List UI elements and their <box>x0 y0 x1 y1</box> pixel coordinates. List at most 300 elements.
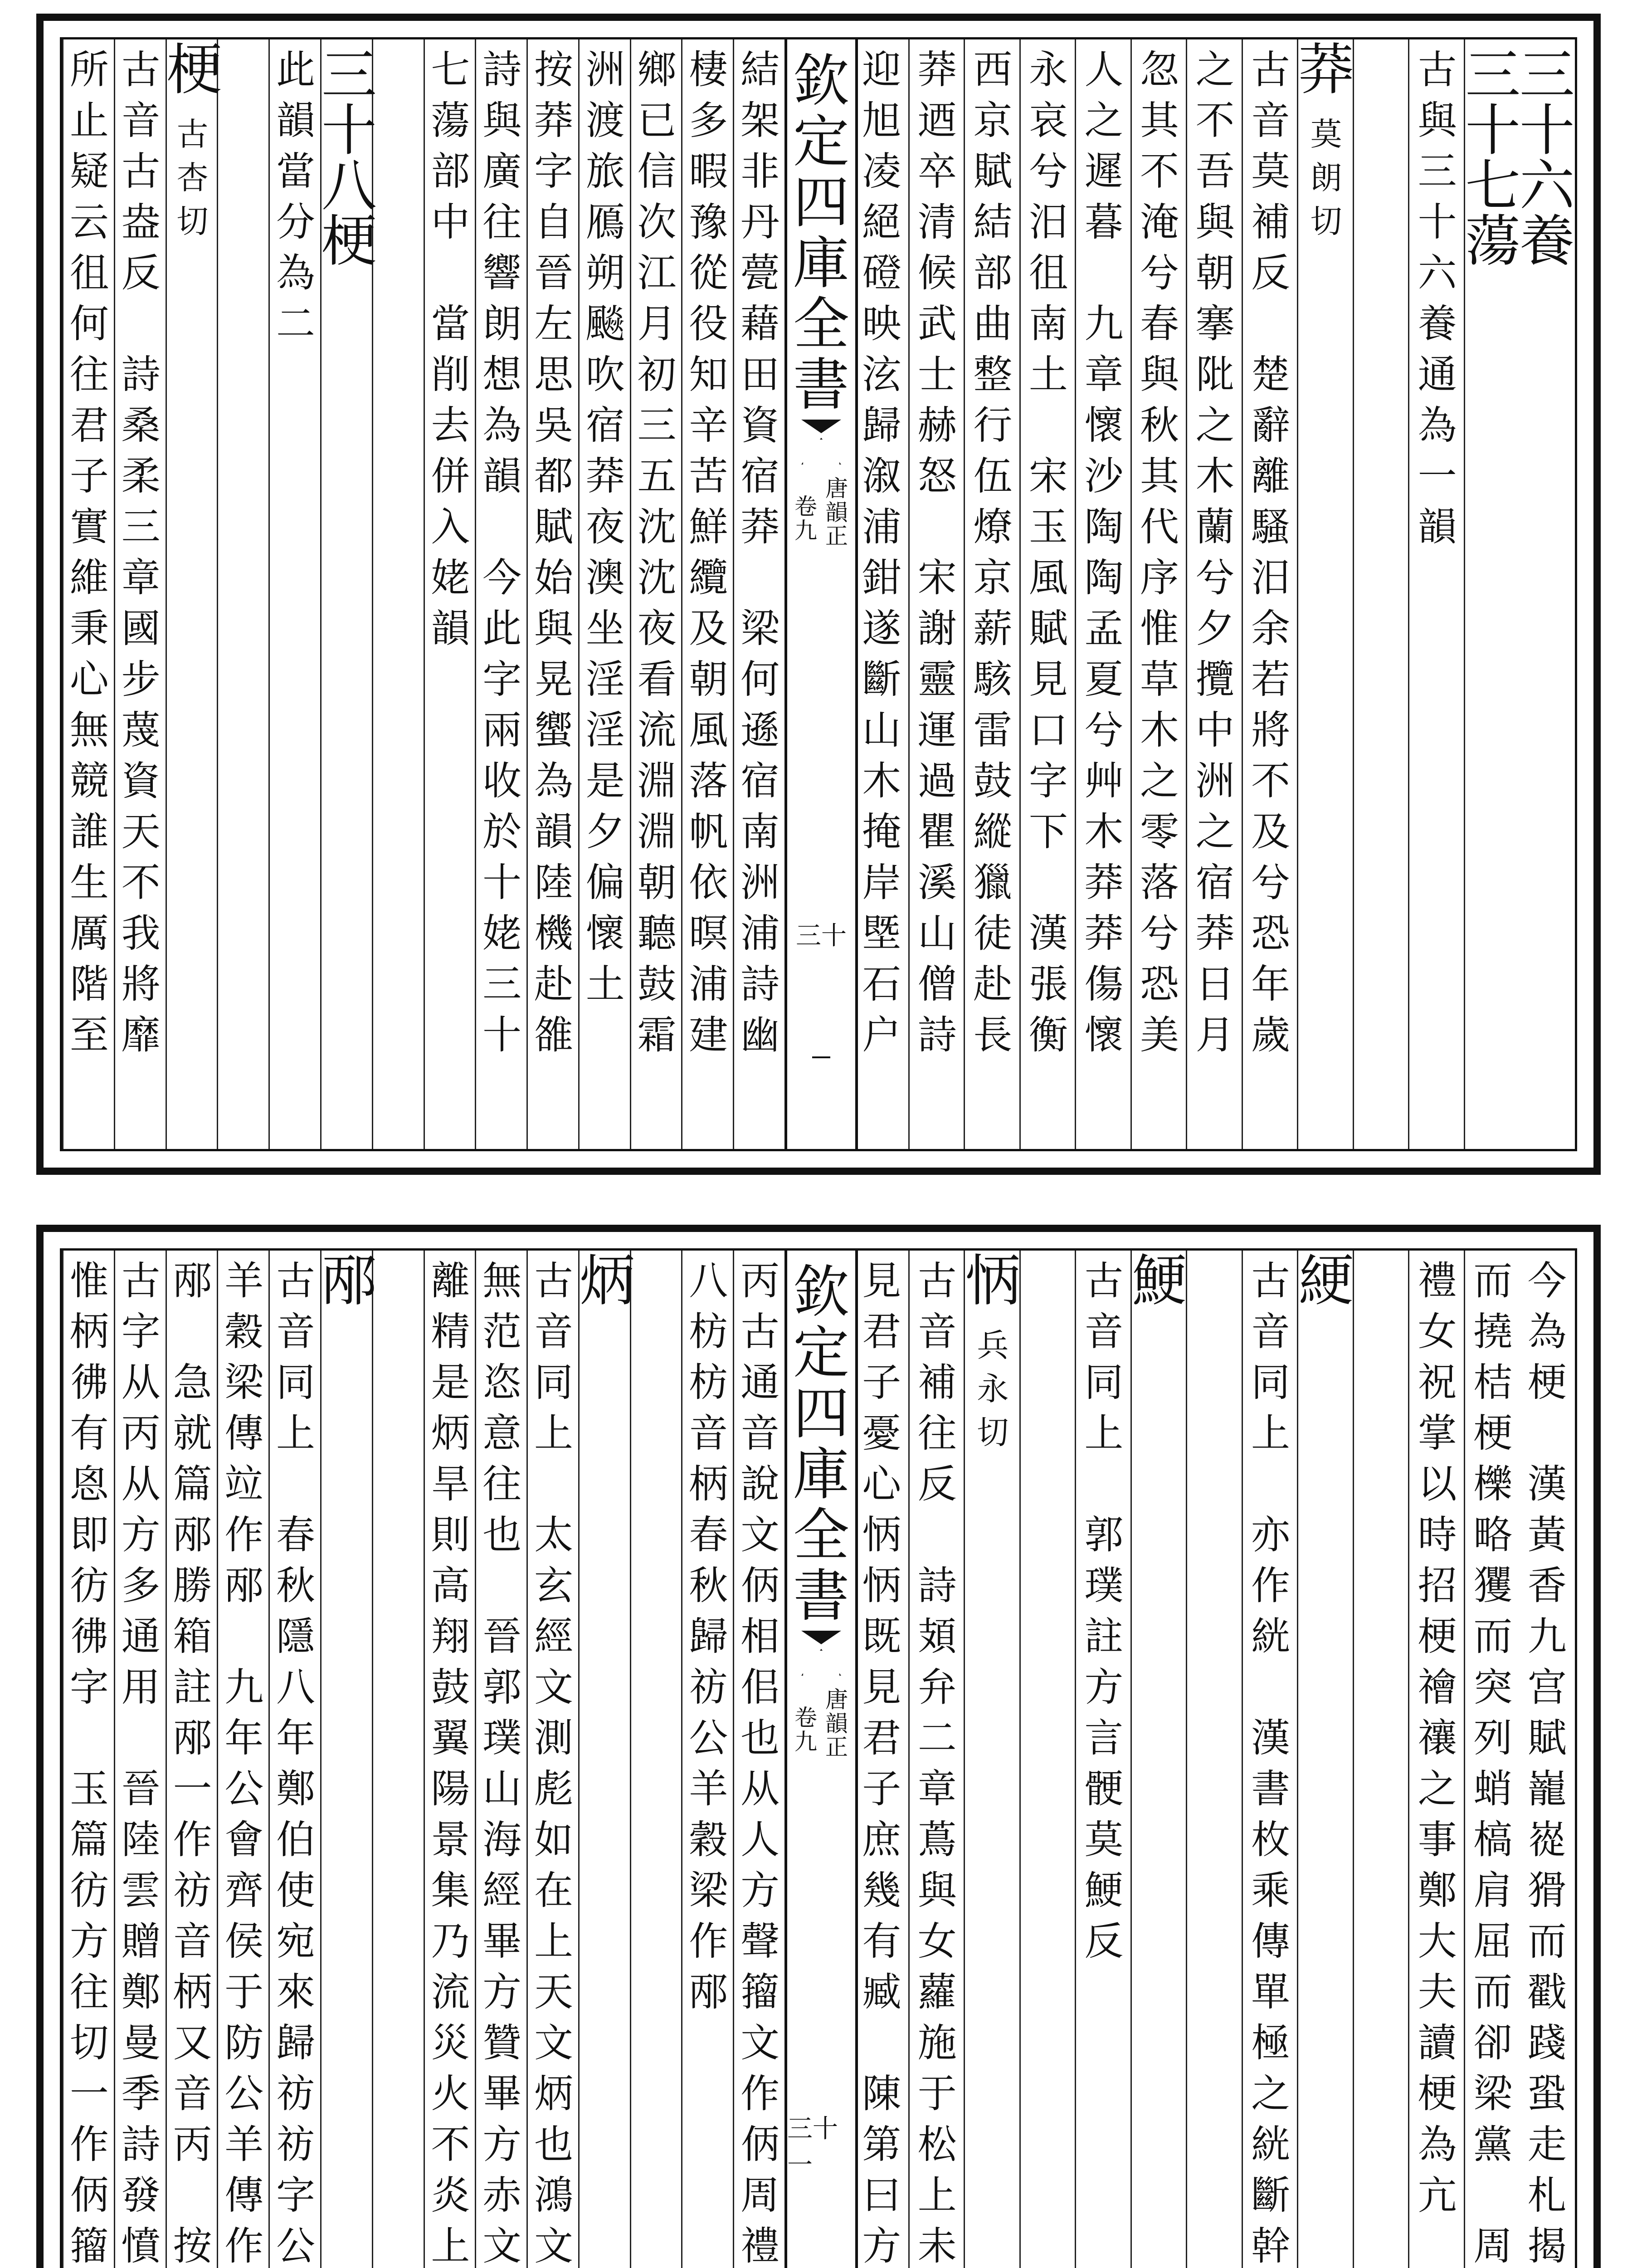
glyph: 章 <box>121 555 161 601</box>
glyph: 穀 <box>224 1309 264 1354</box>
glyph: 揭 <box>1527 2224 1567 2268</box>
glyph: 羊 <box>689 1766 728 1812</box>
glyph: 十 <box>482 1012 522 1058</box>
glyph: 暮 <box>1084 200 1124 245</box>
glyph: 兮 <box>1251 860 1291 905</box>
glyph: 落 <box>1140 860 1179 905</box>
glyph <box>528 1465 580 1504</box>
glyph: 與 <box>1195 200 1235 245</box>
glyph: 宫 <box>1527 1665 1567 1710</box>
glyph: 箱 <box>173 1614 212 1659</box>
glyph: 經 <box>482 1868 522 1913</box>
glyph: 騷 <box>1251 504 1291 550</box>
glyph: 分 <box>276 200 316 245</box>
text-column <box>1519 39 1575 1149</box>
glyph: 秋 <box>689 1563 728 1608</box>
glyph: 兮 <box>1140 911 1179 956</box>
glyph: 所 <box>69 47 109 93</box>
glyph: 丙 <box>741 1258 780 1304</box>
volume-glyph: 九 <box>794 1728 817 1755</box>
glyph: 韻 <box>276 98 316 143</box>
glyph: 併 <box>431 454 470 499</box>
glyph: 幾 <box>862 1868 901 1913</box>
glyph: 蘿 <box>917 1970 957 2015</box>
glyph: 莫 <box>1084 1817 1124 1862</box>
glyph: 秋 <box>1140 403 1179 448</box>
glyph: 此 <box>276 47 316 93</box>
glyph: 同 <box>1251 1360 1291 1405</box>
glyph: 年 <box>276 1716 316 1761</box>
glyph <box>1076 254 1132 293</box>
glyph: 土 <box>585 962 625 1007</box>
glyph: 南 <box>741 809 780 855</box>
glyph: 伍 <box>973 454 1013 499</box>
glyph: 歸 <box>689 1614 728 1659</box>
glyph: 迺 <box>917 98 957 143</box>
glyph: 方 <box>741 1868 780 1913</box>
book-title <box>793 49 849 418</box>
glyph: 淫 <box>585 657 625 702</box>
glyph: 月 <box>1195 1012 1235 1058</box>
glyph: 何 <box>69 301 109 347</box>
glyph: 即 <box>69 1512 109 1558</box>
glyph: 晉 <box>482 1614 522 1659</box>
glyph: 溪 <box>917 860 957 905</box>
glyph: 翔 <box>431 1614 470 1659</box>
text-column <box>630 1251 683 2268</box>
glyph: 時 <box>1418 1512 1457 1558</box>
glyph: 汨 <box>1251 555 1291 601</box>
glyph: 猾 <box>1527 1868 1567 1913</box>
glyph: 為 <box>276 250 316 296</box>
glyph: 鼓 <box>973 758 1013 804</box>
glyph: 音 <box>173 1919 212 1964</box>
glyph: 九 <box>1084 301 1124 347</box>
glyph: 梁 <box>689 1868 728 1913</box>
glyph: 步 <box>121 657 161 702</box>
glyph: 作 <box>173 1817 212 1862</box>
glyph: 赤 <box>482 2173 522 2218</box>
glyph: 蔑 <box>121 708 161 753</box>
glyph <box>270 1465 322 1504</box>
glyph: 中 <box>431 200 470 245</box>
glyph: 禬 <box>1418 1665 1457 1710</box>
glyph: 十 <box>321 98 377 163</box>
glyph: 機 <box>534 911 573 956</box>
glyph: 鮮 <box>689 504 728 550</box>
glyph: 反 <box>1251 250 1291 296</box>
folio-rule <box>812 1056 830 1058</box>
glyph: 幽 <box>741 1012 780 1058</box>
glyph: 一 <box>173 1766 212 1812</box>
glyph: 施 <box>917 2020 957 2066</box>
glyph: 子 <box>69 454 109 499</box>
glyph: 之 <box>1251 2071 1291 2116</box>
glyph <box>63 1719 115 1758</box>
glyph: 作 <box>224 2224 264 2268</box>
glyph: 縱 <box>973 809 1013 855</box>
text-column <box>1019 39 1077 1149</box>
glyph: 第 <box>862 2122 901 2167</box>
glyph: 隱 <box>276 1614 316 1659</box>
glyph: 為 <box>534 758 573 804</box>
glyph: 伯 <box>276 1817 316 1862</box>
glyph: 怒 <box>917 454 957 499</box>
glyph: 晉 <box>121 1766 161 1812</box>
glyph: 侯 <box>224 1919 264 1964</box>
glyph: 詩 <box>917 1563 957 1608</box>
glyph: 郭 <box>482 1665 522 1710</box>
glyph: 佀 <box>741 1665 780 1710</box>
glyph <box>1021 863 1077 902</box>
text-column <box>526 1251 580 2268</box>
glyph: 養 <box>1418 301 1457 347</box>
glyph: 祊 <box>689 1665 728 1710</box>
glyph: 岸 <box>862 860 901 905</box>
glyph: 來 <box>276 1970 316 2015</box>
glyph: 鯁 <box>1084 1868 1124 1913</box>
glyph: 字 <box>1028 758 1068 804</box>
text-column <box>1130 1251 1188 2268</box>
glyph: 資 <box>121 758 161 804</box>
glyph <box>1243 1668 1299 1707</box>
glyph: 巃 <box>1527 1766 1567 1812</box>
text-column <box>1075 1251 1132 2268</box>
glyph: 不 <box>1140 149 1179 194</box>
glyph: 暇 <box>689 149 728 194</box>
text-column <box>217 1251 270 2268</box>
glyph: 公 <box>689 1716 728 1761</box>
glyph: 傳 <box>1251 1919 1291 1964</box>
glyph: 切 <box>176 203 209 240</box>
glyph: 全 <box>793 292 849 357</box>
glyph: 木 <box>1195 454 1235 499</box>
glyph: 溆 <box>862 454 901 499</box>
text-column <box>1464 1251 1521 2268</box>
headword: 梗 <box>166 38 222 102</box>
glyph <box>115 304 167 343</box>
glyph <box>1021 406 1077 445</box>
glyph: 阰 <box>1195 352 1235 397</box>
text-column <box>217 39 270 1149</box>
glyph: 風 <box>1028 555 1068 601</box>
glyph: 搴 <box>1195 301 1235 347</box>
glyph: 曲 <box>973 301 1013 347</box>
glyph: 月 <box>637 301 677 347</box>
glyph: 養 <box>1519 209 1575 274</box>
text-column <box>1130 39 1188 1149</box>
glyph: 為 <box>1527 1309 1567 1354</box>
glyph: 祊 <box>276 2071 316 2116</box>
glyph: 女 <box>917 1919 957 1964</box>
glyph: 京 <box>973 98 1013 143</box>
glyph: 篇 <box>173 1461 212 1507</box>
glyph: 徂 <box>69 250 109 296</box>
glyph: 賦 <box>973 149 1013 194</box>
glyph: 余 <box>1251 606 1291 651</box>
glyph: 朝 <box>689 657 728 702</box>
glyph: 上 <box>534 1919 573 1964</box>
glyph: 上 <box>1084 1411 1124 1456</box>
glyph: 傳 <box>224 2173 264 2218</box>
glyph: 略 <box>1473 1512 1513 1558</box>
text-column <box>268 1251 322 2268</box>
text-column <box>62 1251 115 2268</box>
glyph: 玃 <box>1473 1563 1513 1608</box>
glyph: 畢 <box>482 2071 522 2116</box>
subtitle-glyph: 唐 <box>825 1686 848 1713</box>
glyph: 之 <box>1195 809 1235 855</box>
glyph: 玉 <box>1028 504 1068 550</box>
glyph: 文 <box>534 1665 573 1710</box>
glyph: 丙 <box>121 1411 161 1456</box>
glyph: 炎 <box>431 2173 470 2218</box>
glyph: 籀 <box>741 1970 780 2015</box>
text-column <box>853 1251 910 2268</box>
glyph: 下 <box>1028 809 1068 855</box>
glyph: 㑂 <box>741 1563 780 1608</box>
glyph: 篇 <box>69 1817 109 1862</box>
glyph: 部 <box>973 250 1013 296</box>
glyph: 鼓 <box>637 962 677 1007</box>
glyph: 淵 <box>637 809 677 855</box>
glyph: 與 <box>482 98 522 143</box>
glyph: 甍 <box>741 250 780 296</box>
glyph: 書 <box>793 352 849 418</box>
glyph: 為 <box>482 403 522 448</box>
glyph: 勝 <box>173 1563 212 1608</box>
glyph: 杏 <box>176 159 209 196</box>
glyph: 切 <box>69 2020 109 2066</box>
glyph: 三 <box>482 962 522 1007</box>
glyph: 會 <box>224 1817 264 1862</box>
glyph <box>734 558 786 597</box>
glyph: 同 <box>1084 1360 1124 1405</box>
text-column <box>1519 1251 1575 2268</box>
glyph: 永 <box>1028 47 1068 93</box>
glyph: 璞 <box>482 1716 522 1761</box>
center-fold-column <box>784 1251 858 2268</box>
glyph: 無 <box>482 1258 522 1304</box>
glyph: 懷 <box>1084 403 1124 448</box>
glyph: 彿 <box>69 1360 109 1405</box>
glyph: 霜 <box>637 1012 677 1058</box>
glyph: 定 <box>793 109 849 175</box>
glyph: 邴 <box>224 1563 264 1608</box>
glyph: 往 <box>69 352 109 397</box>
glyph: 火 <box>431 2071 470 2116</box>
headword: 怲 <box>965 1249 1021 1313</box>
subtitle-glyph: 正 <box>825 1734 848 1760</box>
text-column <box>1075 39 1132 1149</box>
glyph: 武 <box>917 301 957 347</box>
glyph: 掌 <box>1418 1411 1457 1456</box>
glyph: 國 <box>121 606 161 651</box>
glyph: 五 <box>637 454 677 499</box>
glyph: 見 <box>862 1665 901 1710</box>
glyph: 自 <box>534 200 573 245</box>
glyph: 突 <box>1473 1665 1513 1710</box>
glyph: 言 <box>1084 1716 1124 1761</box>
text-column <box>1464 39 1521 1149</box>
glyph: 之 <box>1195 47 1235 93</box>
glyph: 恐 <box>1251 911 1291 956</box>
glyph: 莫 <box>1310 116 1342 153</box>
glyph: 見 <box>1028 657 1068 702</box>
text-column <box>62 39 115 1149</box>
glyph: 反 <box>1084 1919 1124 1964</box>
glyph: 帆 <box>689 809 728 855</box>
glyph: 洲 <box>1195 758 1235 804</box>
glyph: 零 <box>1140 809 1179 855</box>
glyph: 浦 <box>689 962 728 1007</box>
glyph: 字 <box>534 149 573 194</box>
glyph: 夜 <box>585 504 625 550</box>
subtitle-glyph: 唐 <box>825 475 848 502</box>
glyph: 卒 <box>917 149 957 194</box>
glyph: 役 <box>689 301 728 347</box>
glyph: 太 <box>534 1512 573 1558</box>
glyph: 古 <box>534 1258 573 1304</box>
glyph: 木 <box>862 758 901 804</box>
glyph: 傷 <box>1084 962 1124 1007</box>
glyph: 彿 <box>69 1614 109 1659</box>
glyph: 彪 <box>534 1766 573 1812</box>
text-column <box>268 39 322 1149</box>
glyph: 絖 <box>1251 1614 1291 1659</box>
glyph: 九 <box>1527 1614 1567 1659</box>
glyph: 將 <box>1251 708 1291 753</box>
glyph: 想 <box>482 352 522 397</box>
glyph: 賦 <box>1527 1716 1567 1761</box>
glyph: 古 <box>176 116 209 153</box>
glyph: 漢 <box>1251 1716 1291 1761</box>
glyph: 恖 <box>69 1461 109 1507</box>
glyph: 梗 <box>1418 2071 1457 2116</box>
glyph: 羊 <box>224 1258 264 1304</box>
glyph: 音 <box>534 1309 573 1354</box>
glyph: 單 <box>1251 1970 1291 2015</box>
text-column <box>114 39 167 1149</box>
folio-number: 三十一 <box>787 2114 838 2180</box>
glyph: 陽 <box>431 1766 470 1812</box>
glyph: 九 <box>224 1665 264 1710</box>
glyph: 字 <box>69 1665 109 1710</box>
glyph: 鄉 <box>637 47 677 93</box>
glyph: 用 <box>121 1665 161 1710</box>
glyph: 暝 <box>689 911 728 956</box>
glyph: 詩 <box>741 962 780 1007</box>
glyph: 頍 <box>917 1614 957 1659</box>
glyph: 懷 <box>585 911 625 956</box>
glyph: 架 <box>741 98 780 143</box>
glyph: 掩 <box>862 809 901 855</box>
glyph: 詩 <box>917 1012 957 1058</box>
glyph: 憂 <box>862 1411 901 1456</box>
volume-glyph: 九 <box>794 517 817 544</box>
glyph: 之 <box>1084 98 1124 143</box>
subtitle-glyph: 韻 <box>825 499 848 526</box>
glyph: 遜 <box>741 708 780 753</box>
glyph: 莽 <box>1195 911 1235 956</box>
glyph: 女 <box>1418 1309 1457 1354</box>
glyph: 作 <box>69 2122 109 2167</box>
glyph: 范 <box>482 1309 522 1354</box>
subtitle-glyph: 韻 <box>825 1710 848 1737</box>
glyph: 朗 <box>482 301 522 347</box>
glyph <box>167 1312 219 1351</box>
glyph: 至 <box>69 1012 109 1058</box>
glyph <box>167 2176 219 2215</box>
glyph: 作 <box>1251 1563 1291 1608</box>
glyph: 收 <box>482 758 522 804</box>
glyph: 兩 <box>482 708 522 753</box>
glyph: 註 <box>173 1665 212 1710</box>
glyph: 木 <box>1084 809 1124 855</box>
text-column <box>681 39 734 1149</box>
glyph: 赫 <box>917 403 957 448</box>
glyph <box>1243 1465 1299 1504</box>
glyph: 田 <box>741 352 780 397</box>
glyph: 莽 <box>585 454 625 499</box>
glyph: 八 <box>276 1665 316 1710</box>
headword: 綆 <box>1298 1249 1354 1313</box>
glyph: 山 <box>482 1766 522 1812</box>
glyph: 文 <box>741 1512 780 1558</box>
glyph: 階 <box>69 962 109 1007</box>
volume-glyph: 卷 <box>794 494 817 520</box>
text-column <box>908 1251 965 2268</box>
glyph: 祊 <box>276 2122 316 2167</box>
glyph: 作 <box>689 1919 728 1964</box>
glyph: 鴻 <box>534 2173 573 2218</box>
glyph: 響 <box>482 250 522 296</box>
glyph: 槁 <box>1473 1817 1513 1862</box>
glyph: 怲 <box>862 1563 901 1608</box>
glyph: 公 <box>224 2071 264 2116</box>
glyph: 絖 <box>1251 2122 1291 2167</box>
glyph: 流 <box>431 1970 470 2015</box>
glyph: 憤 <box>121 2224 161 2268</box>
glyph: 贈 <box>121 1919 161 1964</box>
glyph: 鉗 <box>862 555 901 601</box>
glyph: 肩 <box>1473 1868 1513 1913</box>
glyph: 六 <box>1418 250 1457 296</box>
glyph: 淹 <box>1140 200 1179 245</box>
glyph: 子 <box>862 1360 901 1405</box>
glyph: 如 <box>534 1817 573 1862</box>
glyph: 洲 <box>741 860 780 905</box>
glyph: 黃 <box>1527 1512 1567 1558</box>
glyph: 鴈 <box>585 200 625 245</box>
glyph: 翼 <box>431 1716 470 1761</box>
glyph: 梗 <box>321 209 377 274</box>
glyph: 三 <box>121 504 161 550</box>
glyph: 于 <box>917 2071 957 2116</box>
text-column <box>1186 39 1243 1149</box>
glyph: 人 <box>741 1817 780 1862</box>
glyph: 庫 <box>793 1442 849 1507</box>
glyph: 迎 <box>862 47 901 93</box>
glyph: 蔦 <box>917 1817 957 1862</box>
glyph: 競 <box>69 758 109 804</box>
glyph: 凌 <box>862 149 901 194</box>
glyph: 實 <box>69 504 109 550</box>
glyph: 彷 <box>69 1868 109 1913</box>
glyph: 註 <box>1084 1614 1124 1659</box>
glyph: 雷 <box>973 708 1013 753</box>
glyph: 懷 <box>1084 1012 1124 1058</box>
